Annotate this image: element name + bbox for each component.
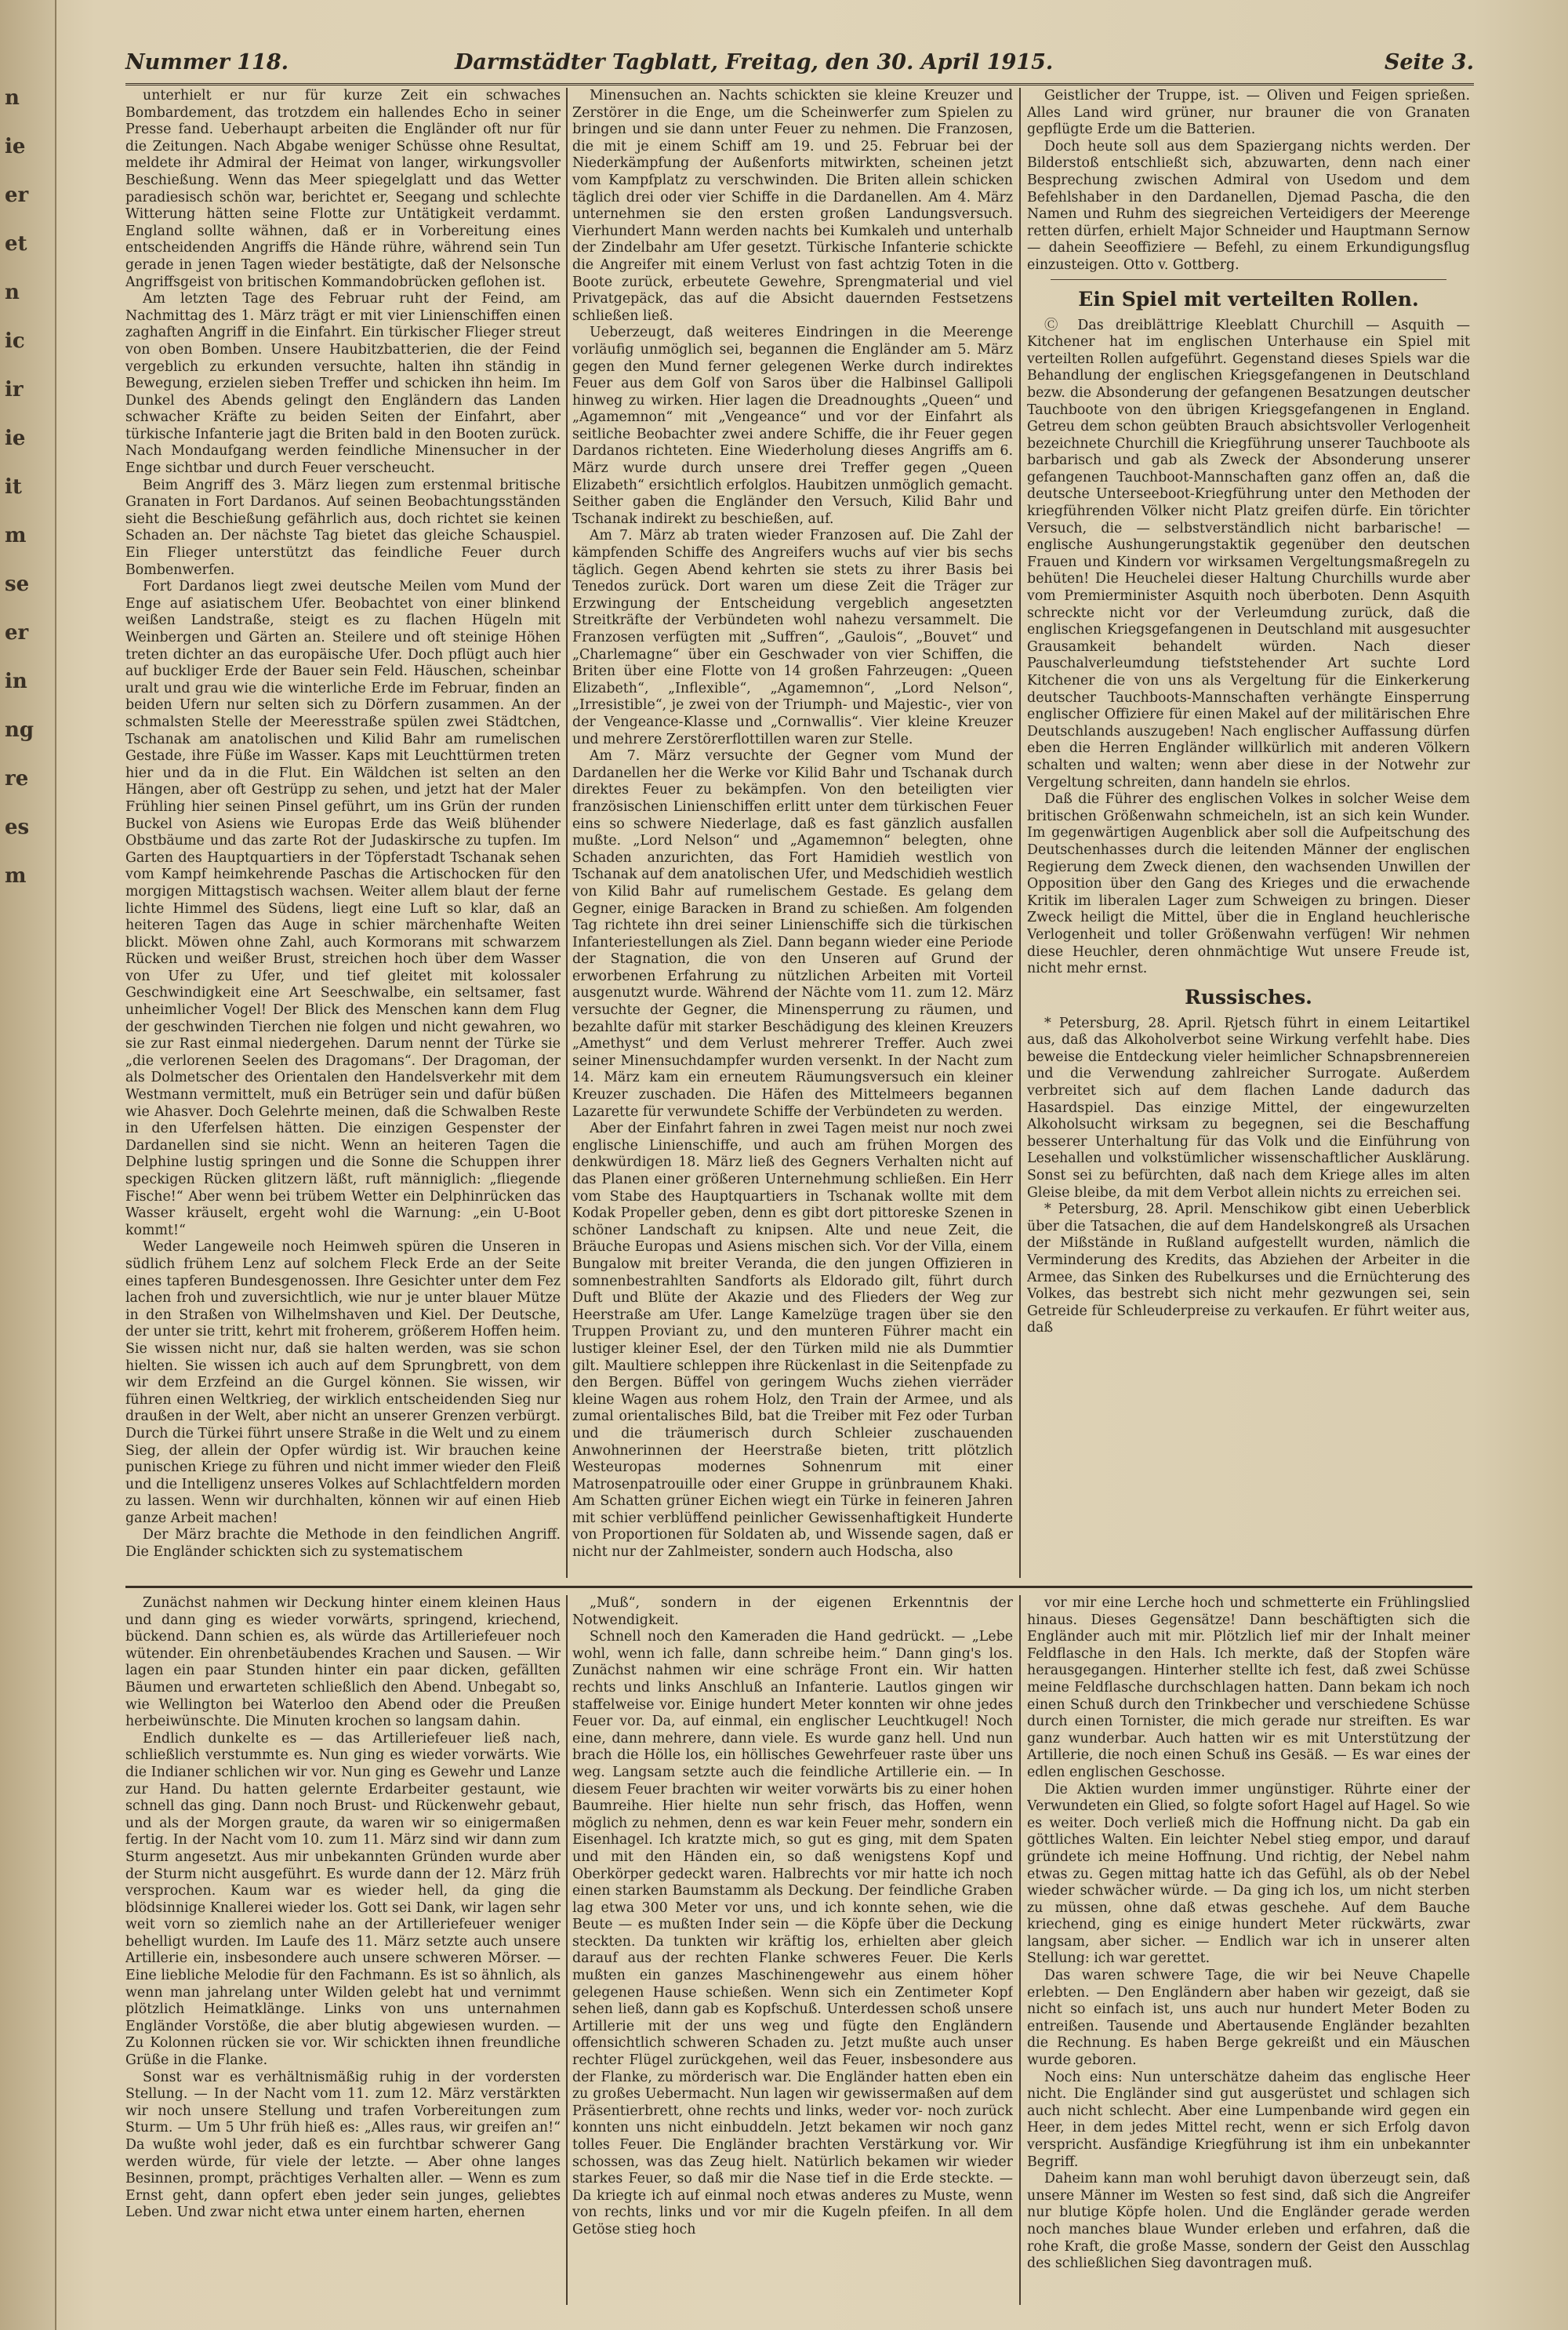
upper-column-3: [1027, 88, 1470, 1578]
paragraph: Ⓒ Das dreiblättrige Kleeblatt Churchill — Asquith — Kitchener hat im englischen Unterhause ein Spiel mit verteilten Rollen aufgeführt. Gegenstand dieses Spiels war die Behandlung der englischen Kriegsgefangenen in Deutschland bezw. die Absonderung der gefangenen Besatzungen deutscher Tauchboote von den übrigen Kriegsgefangenen in England. Getreu dem schon geübten Brauch absichtsvoller Verlogenheit bezeichnete Churchill die Kriegführung unserer Tauchboote als barbarisch und gab als Zweck der Absonderung unserer gefangenen Tauchboot-Mannschaften ganz offen an, daß die deutsche Unterseeboot-Kriegführung unter den Methoden der kriegführenden Völker nicht Platz greifen dürfe. Ein törichter Versuch, die — selbstverständlich nicht barbarische! — englische Aushungerungstaktik gegenüber den deutschen Frauen und Kindern vor wirksamen Vergeltungsmaßregeln zu behüten! Die Heuchelei dieser Haltung Churchills wurde aber vom Premierminister Asquith noch überboten. Denn Asquith schreckte nicht vor der Verleumdung zurück, daß die englischen Kriegsgefangenen in Deutschland mit ausgesuchter Grausamkeit behandelt würden. Nach dieser Pauschalverleumdung tiefststehender Art suchte Lord Kitchener die von uns als Vergeltung für die Einkerkerung deutscher Tauchboots-Mannschaften verhängte Einsperrung englischer Offiziere für einen Makel auf der militärischen Ehre Deutschlands auszugeben! Nach englischer Auffassung dürfen eben die Herren Engländer willkürlich mit anderen Völkern schalten und walten; wenn aber diese in der Notwehr zur Vergeltung schreiten, dann handeln sie ehrlos.: [1027, 317, 1470, 791]
article-divider: [1051, 279, 1446, 280]
paragraph: Daß die Führer des englischen Volkes in solcher Weise dem britischen Größenwahn schmeicheln, ist an sich kein Wunder. Im gegenwärtigen Augenblick aber soll die Aufpeitschung des Deutschenhasses durch die leitenden Männer der englischen Regierung dem Zweck dienen, den wachsenden Unwillen der Opposition über den Gang des Krieges und die erwachende Kritik im liberalen Lager zum Schweigen zu bringen. Dieser Zweck heiligt die Mittel, über die in England heuchlerische Verlogenheit und toller Größenwahn verfügen! Wir nehmen diese Heuchler, deren ohnmächtige Wut unsere Freude ist, nicht mehr ernst.: [1027, 791, 1470, 977]
edge-text-fragment: er: [5, 184, 29, 207]
paragraph: „Muß“, sondern in der eigenen Erkenntnis der Notwendigkeit.: [572, 1595, 1013, 1628]
edge-text-fragment: re: [5, 767, 29, 791]
lower-column-3: [1027, 1595, 1470, 2305]
article-heading-russisches: Russisches.: [1185, 985, 1312, 1009]
paragraph: Weder Langeweile noch Heimweh spüren die Unseren in südlich frühem Lenz auf solchem Fleck Erde an der Seite eines tapferen Bundesgenossen. Ihre Gesichter unter dem Fez lachen froh und zuversichtlich, wie nur je unter blauer Mütze in den Straßen von Wilhelmshaven und Kiel. Der Deutsche, der unter sie tritt, kehrt mit froherem, größerem Hoffen heim. Sie wissen nicht nur, daß sie halten werden, was sie schon hielten. Sie wissen ich auch auf dem Sprungbrett, von dem wir dem Erzfeind an die Gurgel können. Sie wissen, wir führen einen Weltkrieg, der wirklich entscheidenden Sieg nur draußen in der Welt, aber nicht an unserer Grenzen verbürgt. Durch die Türkei führt unsere Straße in die Welt und zu einem Sieg, der allein der Opfer würdig ist. Wir brauchen keine punischen Kriege zu führen und nicht immer wieder den Fleiß und die Intelligenz unseres Volkes auf Schlachtfeldern morden zu lassen. Wenn wir durchhalten, können wir auf einen Hieb ganze Arbeit machen!: [125, 1239, 561, 1526]
article-heading-rollen: Ein Spiel mit verteilten Rollen.: [1078, 287, 1419, 311]
issue-number: Nummer 118.: [125, 50, 289, 75]
page-header: [125, 49, 1474, 85]
paragraph: Ueberzeugt, daß weiteres Eindringen in die Meerenge vorläufig unmöglich sei, begannen die Engländer am 5. März gegen den Mund ferner gelegenen Werke durch indirektes Feuer aus dem Golf von Saros über die Halbinsel Gallipoli hinweg zu wirken. Hier lagen die Dreadnoughts „Queen“ und „Agamemnon“ mit „Vengeance“ und vor der Einfahrt als seitliche Beobachter zwei andere Schiffe, die ihr Feuer gegen Dardanos richteten. Eine Wiederholung dieses Angriffs am 6. März wurde durch unsere drei Treffer gegen „Queen Elizabeth“ ersichtlich erfolglos. Haubitzen unmöglich gemacht. Seither gaben die Engländer den Versuch, Kilid Bahr und Tschanak indirekt zu beschießen, auf.: [572, 325, 1013, 527]
edge-text-fragment: er: [5, 621, 29, 645]
paragraph: Minensuchen an. Nachts schickten sie kleine Kreuzer und Zerstörer in die Enge, um die Scheinwerfer zum Spielen zu bringen und sie dann unter Feuer zu nehmen. Die Franzosen, die mit je einem Schiff am 19. und 25. Februar bei der Niederkämpfung der Außenforts mitwirkten, scheinen jetzt vom Kampfplatz zu verschwinden. Die Briten allein schicken täglich drei oder vier Schiffe in die Dardanellen. Am 4. März unternehmen sie den ersten großen Landungsversuch. Vierhundert Mann werden nachts bei Kumkaleh und unterhalb der Zindelbahr am Ufer gesetzt. Türkische Infanterie schickte die Angreifer mit einem Verlust von fast achtzig Toten in die Boote zurück, erbeutete Gewehre, Sprengmaterial und viel Privatgepäck, das auf die Absicht dauernden Festsetzens schließen ließ.: [572, 88, 1013, 324]
edge-text-fragment: ie: [5, 135, 26, 158]
paragraph: Geistlicher der Truppe, ist. — Oliven und Feigen sprießen. Alles Land wird grüner, nur brauner die von Granaten gepflügte Erde um die Batterien.: [1027, 88, 1470, 138]
lower-column-2: [572, 1595, 1013, 2305]
page-number: Seite 3.: [1384, 50, 1474, 75]
column-rule: [566, 1595, 568, 2305]
lower-column-1: [125, 1595, 561, 2305]
edge-text-fragment: ic: [5, 329, 25, 353]
section-divider: [125, 1586, 1472, 1588]
paragraph: Fort Dardanos liegt zwei deutsche Meilen vom Mund der Enge auf asiatischem Ufer. Beobachtet von einer blinkend weißen Landstraße, steigt es zu flachen Hügeln mit Weinbergen und Gärten an. Steilere und oft steinige Höhen treten dichter an das europäische Ufer. Doch pflügt auch hier auf buckliger Erde der Bauer sein Feld. Häuschen, scheinbar uralt und grau wie die winterliche Erde im Februar, finden an beiden Ufern nur selten sich zu Dörfern zusammen. An der schmalsten Stelle der Meeresstraße spülen zwei Städtchen, Tschanak am anatolischen und Kilid Bahr am rumelischen Gestade, ihre Füße im Wasser. Kaps mit Leuchttürmen treten hier und da in die Flut. Ein Wäldchen ist selten an den Hängen, aber oft Gestrüpp zu sehen, und jetzt hat der Maler Frühling hier seinen Pinsel geführt, um ins Grün der runden Buckel von Asiens wie Europas Erde das Weiß blühender Obstbäume und das zarte Rot der Judaskirsche zu tupfen. Im Garten des Hauptquartiers in der Töpferstadt Tschanak sehen vom Kampf heimkehrende Paschas die Artischocken für den morgigen Mittagstisch wachsen. Weiter allem blaut der ferne lichte Himmel des Südens, liegt eine Luft so klar, daß an heiteren Tagen das Auge in schier märchenhafte Weiten blickt. Möwen ohne Zahl, auch Kormorans mit schwarzem Rücken und weißer Brust, streichen hoch über dem Wasser von Ufer zu Ufer, und tief gleitet mit kolossaler Geschwindigkeit eine Art Seeschwalbe, ein seltsamer, fast unheimlicher Vogel! Der Blick des Menschen kann dem Flug der geschwinden Tierchen nie folgen und nicht gewahren, wo sie zur Rast einmal niedergehen. Darum nennt der Türke sie „die verlorenen Seelen des Dragomans“. Der Dragoman, der als Dolmetscher des Orientalen den Handelsverkehr mit dem Westmann vermittelt, muß ein Betrüger sein und dafür büßen wie Ahasver. Doch Gelehrte meinen, daß die Schwalben Reste in den Uferfelsen hätten. Die einzigen Gespenster der Dardanellen sind sie nicht. Wenn an heiteren Tagen die Delphine lustig springen und die Sonne die Schuppen ihrer speckigen Rücken glitzern läßt, ruft männiglich: „fliegende Fische!“ Aber wenn bei trübem Wetter ein Delphinrücken das Wasser kräuselt, ergeht wohl die Warnung: „ein U-Boot kommt!“: [125, 579, 561, 1238]
article-body-russisches: [1027, 1016, 1470, 1337]
edge-text-fragment: se: [5, 573, 30, 596]
edge-text-fragment: ir: [5, 378, 24, 402]
article-body-rollen: [1027, 318, 1470, 978]
paragraph: unterhielt er nur für kurze Zeit ein schwaches Bombardement, das trotzdem ein hallendes Echo in seiner Presse fand. Ueberhaupt arbeiten die Engländer oft nur für die Zeitungen. Nach Abgabe weniger Schüsse ohne Resultat, meldete ihr Admiral der Heimat von langer, wirkungsvoller Beschießung. Wenn das Meer spiegelglatt und das Wetter paradiesisch schön war, berichtet er, Seegang und schlechte Witterung hätten seine Flotte zur Untätigkeit verdammt. England sollte wähnen, daß er in Vorbereitung eines entscheidenden Angriffs die Hände rühre, während sein Tun gerade in jenen Tagen wieder bestätigte, daß der Nelsonsche Angriffsgeist von britischen Kommandobrücken geflohen ist.: [125, 88, 561, 290]
column-rule: [1019, 88, 1021, 1578]
newspaper-title: Darmstädter Tagblatt, Freitag, den 30. April 1915.: [455, 50, 1054, 75]
paragraph: Am 7. März ab traten wieder Franzosen auf. Die Zahl der kämpfenden Schiffe des Angreifers wuchs auf vier bis sechs täglich. Gegen Abend kehrten sie stets zu ihrer Basis bei Tenedos zurück. Dort waren um diese Zeit die Träger zur Erzwingung der Entscheidung vergeblich angesetzten Streitkräfte der Verbündeten wohl nahezu versammelt. Die Franzosen verfügten mit „Suffren“, „Gaulois“, „Bouvet“ und „Charlemagne“ über ein Geschwader von vier Schiffen, die Briten über eine Flotte von 14 großen Fahrzeugen: „Queen Elizabeth“, „Inflexible“, „Agamemnon“, „Lord Nelson“, „Irresistible“, je zwei von der Triumph- und Majestic-, vier von der Vengeance-Klasse und „Cornwallis“. Vier kleine Kreuzer und mehrere Zerstörerflottillen waren zur Stelle.: [572, 528, 1013, 747]
upper-column-2: [572, 88, 1013, 1578]
paragraph: Noch eins: Nun unterschätze daheim das englische Heer nicht. Die Engländer sind gut ausgerüstet und schlagen sich auch nicht schlecht. Aber eine Lumpenbande wird gegen ein Heer, in dem jedes Mittel recht, wenn er sich Erfolg davon verspricht. Ausfändige Kriegführung ist ihm ein unbekannter Begriff.: [1027, 2069, 1470, 2170]
edge-text-fragment: in: [5, 670, 27, 693]
paragraph: * Petersburg, 28. April. Rjetsch führt in einem Leitartikel aus, daß das Alkoholverbot seine Wirkung verfehlt habe. Dies beweise die Entdeckung vieler heimlicher Schnapsbrennereien und die Verwendung zahlreicher Surrogate. Außerdem verbreitet sich auf dem flachen Lande dadurch das Hasardspiel. Das einzige Mittel, der eingewurzelten Alkoholsucht wirksam zu begegnen, sei die Beschaffung besserer Unterhaltung für das Volk und die Einführung von Lesehallen und volkstümlicher wissenschaftlicher Ausklärung. Sonst sei zu befürchten, daß nach dem Kriege alles im alten Gleise bleibe, da mit dem Verbot allein nichts zu erreichen sei.: [1027, 1015, 1470, 1201]
edge-text-fragment: m: [5, 524, 27, 547]
paragraph: Endlich dunkelte es — das Artilleriefeuer ließ nach, schließlich verstummte es. Nun ging es wieder vorwärts. Wie die Indianer schlichen wir vor. Nun ging es Gewehr und Lanze zur Hand. Du hatten gelernte Erdarbeiter gestaunt, wie schnell das ging. Dann noch Brust- und Rückenwehr gebaut, und als der Morgen graute, da waren wir so einigermaßen fertig. In der Nacht vom 10. zum 11. März sind wir dann zum Sturm angesetzt. Aus mir unbekannten Gründen wurde aber der Sturm nicht ausgeführt. Es wurde dann der 12. März früh versprochen. Kaum war es wieder hell, da ging die blödsinnige Knallerei wieder los. Gott sei Dank, wir lagen sehr weit vorn so ziemlich nahe an der Artilleriefeuer weniger behelligt wurden. Im Laufe des 11. März setzte auch unsere Artillerie ein, insbesondere auch unsere schweren Mörser. — Eine liebliche Melodie für den Fachmann. Es ist so ähnlich, als wenn man jahrelang unter Wilden gelebt hat und vernimmt plötzlich Heimatklänge. Links von uns unternahmen Engländer Vorstöße, die aber blutig abgewiesen wurden. — Zu Kolonnen rücken sie vor. Wir schickten ihnen freundliche Grüße in die Flanke.: [125, 1730, 561, 2069]
article-ending-gottberg: [1027, 88, 1470, 274]
paragraph: Zunächst nahmen wir Deckung hinter einem kleinen Haus und dann ging es wieder vorwärts, springend, kriechend, bückend. Dann schien es, als würde das Artilleriefeuer noch wütender. Ein ohrenbetäubendes Krachen und Sausen. — Wir lagen ein paar Stunden hinter ein paar dicken, gefällten Bäumen und erwarteten schließlich den Abend. Unbegabt so, wie Wellington bei Waterloo den Abend oder die Preußen herbeiwünschte. Die Minuten krochen so langsam dahin.: [125, 1595, 561, 1730]
paragraph: Schnell noch den Kameraden die Hand gedrückt. — „Lebe wohl, wenn ich falle, dann schreibe heim.“ Dann ging's los. Zunächst nahmen wir eine schräge Front ein. Wir hatten rechts und links Anschluß an Infanterie. Lautlos gingen wir staffelweise vor. Einige hundert Meter konnten wir ohne jedes Feuer vor. Da, auf einmal, ein englischer Leuchtkugel! Noch eine, dann mehrere, dann viele. Es wurde ganz hell. Und nun brach die Hölle los, ein höllisches Gewehrfeuer raste über uns weg. Langsam setzte auch die feindliche Artillerie ein. — In diesem Feuer brachten wir weiter vorwärts bis zu einer hohen Baumreihe. Hier hielte nun sehr frisch, das Hoffen, wenn möglich zu nehmen, denn es war kein Feuer mehr, sondern ein Eisenhagel. Ich kratzte mich, so gut es ging, mit dem Spaten und mit den Händen ein, so daß wenigstens Kopf und Oberkörper gedeckt waren. Halbrechts vor mir hatte ich noch einen starken Baumstamm als Deckung. Der feindliche Graben lag etwa 300 Meter vor uns, und ich konnte sehen, wie die Beute — es mußten Inder sein — die Köpfe über die Deckung steckten. Da tunkten wir kräftig los, erhielten aber gleich darauf aus der rechten Flanke schweres Feuer. Die Kerls mußten ein ganzes Maschinengewehr aus einem höher gelegenen Hause schießen. Wenn sich ein Zentimeter Kopf sehen ließ, dann gab es Kopfschuß. Unterdessen schoß unsere Artillerie mit der uns weg und fügte den Engländern offensichtlich schweren Schaden zu. Jetzt mußte auch unser rechter Flügel zurückgehen, weil das Feuer, insbesondere aus der Flanke, zu mörderisch war. Die Engländer hatten eben ein zu großes Uebermacht. Nun lagen wir gewissermaßen auf dem Präsentierbrett, ohne rechts und links, weder vor- noch zurück konnten uns nicht einbuddeln. Jetzt bekamen wir noch ganz tolles Feuer. Die Engländer brachten Verstärkung vor. Wir schossen, was das Zeug hielt. Natürlich bekamen wir wieder starkes Feuer, so daß mir die Nase tief in die Erde steckte. — Da kriegte ich auf einmal noch etwas anderes zu Muste, wenn von rechts, links und vor mir die Kugeln pfeifen. In all dem Getöse stieg hoch: [572, 1629, 1013, 2237]
paragraph: Aber der Einfahrt fahren in zwei Tagen meist nur noch zwei englische Linienschiffe, und auch am frühen Morgen des denkwürdigen 18. März ließ des Gegners Verhalten nicht auf das Planen einer größeren Unternehmung schließen. Ein Herr vom Stabe des Hauptquartiers in Tschanak wollte mit dem Kodak Propeller geben, denn es gibt dort pittoreske Szenen in schöner Landschaft zu knipsen. Alte und neue Zeit, die Bräuche Europas und Asiens mischen sich. Vor der Villa, einem Bungalow mit breiter Veranda, die den jungen Offizieren in somnenbestrahlten Sandforts als Eldorado gilt, führt durch Duft und Blüte der Akazie und des Flieders der Weg zur Heerstraße am Ufer. Lange Kamelzüge tragen über sie den Truppen Proviant zu, und den munteren Führer macht ein lustiger kleiner Esel, der den Türken mild nie als Dummtier gilt. Maultiere schleppen ihre Rückenlast in die Seitenpfade zu den Bergen. Büffel von geringem Wuchs ziehen vierräder kleine Wagen aus rohem Holz, den Train der Armee, und als zumal orientalisches Bild, bat die Treiber mit Fez oder Turban und die träumerisch durch Schleier zuschauenden Anwohnerinnen der Heerstraße bieten, tritt plötzlich Westeuropas modernes Sohnenrum mit einer Matrosenpatrouille oder einer Gruppe in grünbraunem Khaki. Am Schatten grüner Eichen wiegt ein Türke in feineren Jahren mit schier verblüffend peinlicher Gewissenhaftigkeit Hunderte von Proportionen für Soldaten ab, und Wissende sagen, daß er nicht nur der Zahlmeister, sondern auch Hodscha, also: [572, 1121, 1013, 1561]
paragraph: Sonst war es verhältnismäßig ruhig in der vordersten Stellung. — In der Nacht vom 11. zum 12. März verstärkten wir noch unsere Stellung und trafen Vorbereitungen zum Sturm. — Um 5 Uhr früh hieß es: „Alles raus, wir greifen an!“ Da wußte wohl jeder, daß es ein furchtbar schwerer Gang werden würde, für viele der letzte. — Aber ohne langes Besinnen, prompt, prächtiges Verhalten aller. — Wenn es zum Ernst geht, dann opfert eben jeder sein junges, geliebtes Leben. Und zwar nicht etwa unter einem harten, ehernen: [125, 2069, 561, 2221]
paragraph: Beim Angriff des 3. März liegen zum erstenmal britische Granaten in Fort Dardanos. Auf seinen Beobachtungsständen sieht die Beschießung gefährlich aus, doch richtet sie keinen Schaden an. Der nächste Tag bietet das gleiche Schauspiel. Ein Flieger unterstützt das feindliche Feuer durch Bombenwerfen.: [125, 477, 561, 578]
paragraph: Daheim kann man wohl beruhigt davon überzeugt sein, daß unsere Männer im Westen so fest sind, daß sich die Angreifer nur blutige Köpfe holen. Und die Engländer gerade werden noch manches blaue Wunder erleben und erfahren, daß die rohe Kraft, die große Masse, sondern der Geist den Ausschlag des schließlichen Sieg davontragen muß.: [1027, 2171, 1470, 2272]
edge-text-fragment: ng: [5, 718, 34, 742]
paragraph: Die Aktien wurden immer ungünstiger. Rührte einer der Verwundeten ein Glied, so folgte sofort Hagel auf Hagel. So wie es weiter. Doch verließ mich die Hoffnung nicht. Da gab ein göttliches Walten. Ein leichter Nebel stieg empor, und darauf gründete ich meine Hoffnung. Und richtig, der Nebel nahm etwas zu. Gegen mittag hatte ich das Gefühl, als ob der Nebel wieder schwächer würde. — Da ging ich los, um nicht sterben zu müssen, ohne daß etwas geschehe. Auf dem Bauche kriechend, ging es einige hundert Meter rückwärts, zwar langsam, aber sicher. — Endlich war ich in unserer alten Stellung: ich war gerettet.: [1027, 1781, 1470, 1967]
upper-column-1: [125, 88, 561, 1578]
column-rule: [566, 88, 568, 1578]
paragraph: Das waren schwere Tage, die wir bei Neuve Chapelle erlebten. — Den Engländern aber haben wir gezeigt, daß sie nicht so einfach ist, uns auch nur hundert Meter Boden zu entreißen. Tausende und Abertausende Engländer bezahlten die Rechnung. Es haben Berge gekreißt und ein Mäuschen wurde geboren.: [1027, 1968, 1470, 2069]
edge-text-fragment: n: [5, 281, 20, 304]
edge-text-fragment: n: [5, 86, 20, 110]
paragraph: Der März brachte die Methode in den feindlichen Angriff. Die Engländer schickten sich zu systematischem: [125, 1527, 561, 1561]
paragraph: Am letzten Tage des Februar ruht der Feind, am Nachmittag des 1. März trägt er mit vier Linienschiffen einen zaghaften Angriff in die Einfahrt. Ein türkischer Flieger streut von oben Bomben. Unsere Haubitzbatterien, die der Feind vergeblich zu erkunden versuchte, halten ihn ständig in Bewegung, erzielen sieben Treffer und schicken ihn heim. Im Dunkel des Abends gelingt den Engländern das Landen schwacher Kräfte zu beiden Seiten der Einfahrt, aber türkische Infanterie jagt die Briten bald in den Booten zurück. Nach Mondaufgang werden feindliche Minensucher in der Enge sichtbar und durch Feuer verscheucht.: [125, 291, 561, 477]
edge-text-fragment: m: [5, 864, 27, 888]
edge-text-fragment: et: [5, 232, 27, 256]
adjacent-page-edge: [0, 0, 56, 2330]
paragraph: vor mir eine Lerche hoch und schmetterte ein Frühlingslied hinaus. Dieses Gegensätze! Dann beschäftigten sich die Engländer auch mit mir. Plötzlich lief mir der Inhalt meiner Feldflasche in den Hals. Ich merkte, daß der Stopfen wäre herausgegangen. Hinterher stellte ich fest, daß zwei Schüsse meine Feldflasche durchschlagen hatten. Dann bekam ich noch einen Schuß durch den Trinkbecher und verschiedene Schüsse durch einen Tornister, die mich gerade nur streiften. Es war ganz wunderbar. Auch hatten wir es mit Unterstützung der Artillerie, die noch einen Schuß ins Gesäß. — Es war eines der edlen englischen Geschosse.: [1027, 1595, 1470, 1780]
column-rule: [1019, 1595, 1021, 2305]
edge-text-fragment: it: [5, 475, 22, 499]
paragraph: Am 7. März versuchte der Gegner vom Mund der Dardanellen her die Werke vor Kilid Bahr und Tschanak durch direktes Feuer zu bekämpfen. Von den beteiligten vier französischen Linienschiffen erlitt unter dem türkischen Feuer eins so schwere Niederlage, daß es fast gänzlich ausfallen mußte. „Lord Nelson“ und „Agamemnon“ belegten, ohne Schaden anzurichten, das Fort Hamidieh westlich von Tschanak auf dem anatolischen Ufer, und Medschidieh westlich von Kilid Bahr auf rumelischem Gestade. Es gelang dem Gegner, einige Baracken in Brand zu schießen. Am folgenden Tag richtete ihn drei seiner Linienschiffe sich die türkischen Infanteriestellungen als Ziel. Dann begann wieder eine Periode der Stagnation, die von den Unseren auf Grund der erworbenen Erfahrung zu nützlichen Arbeiten mit Vorteil ausgenutzt wurde. Während der Nächte vom 11. zum 12. März versuchte der Gegner, die Minensperrung zu räumen, und bezahlte dafür mit starker Beschädigung des kleinen Kreuzers „Amethyst“ und dem Verlust mehrerer Treffer. Auch zwei seiner Minensuchdampfer wurden versenkt. In der Nacht zum 14. März kam ein erneutem Räumungsversuch ein kleiner Kreuzer zuschaden. Die Häfen des Mittelmeers begannen Lazarette für verwundete Schiffe der Verbündeten zu werden.: [572, 748, 1013, 1120]
edge-text-fragment: ie: [5, 427, 26, 450]
edge-text-fragment: es: [5, 816, 30, 839]
paragraph: * Petersburg, 28. April. Menschikow gibt einen Ueberblick über die Tatsachen, die auf dem Handelskongreß als Ursachen der Mißstände in Rußland aufgestellt wurden, nämlich die Verminderung des Kredits, das Abziehen der Arbeiter in die Armee, das Sinken des Rubelkurses und die Ernüchterung des Volkes, das bestrebt sich nicht mehr gezwungen sei, sein Getreide für Schleuderpreise zu verkaufen. Er führt weiter aus, daß: [1027, 1201, 1470, 1336]
paragraph: Doch heute soll aus dem Spaziergang nichts werden. Der Bilderstoß entschließt sich, abzuwarten, denn nach einer Besprechung zwischen Admiral von Usedom und dem Befehlshaber in den Dardanellen, Djemad Pascha, die den Namen und Ruhm des siegreichen Verteidigers der Meerenge retten dürfen, erhielt Major Schneider und Hauptmann Sernow — dahein Seeoffiziere — Befehl, zu einem Erkundigungsflug einzusteigen. Otto v. Gottberg.: [1027, 138, 1470, 273]
